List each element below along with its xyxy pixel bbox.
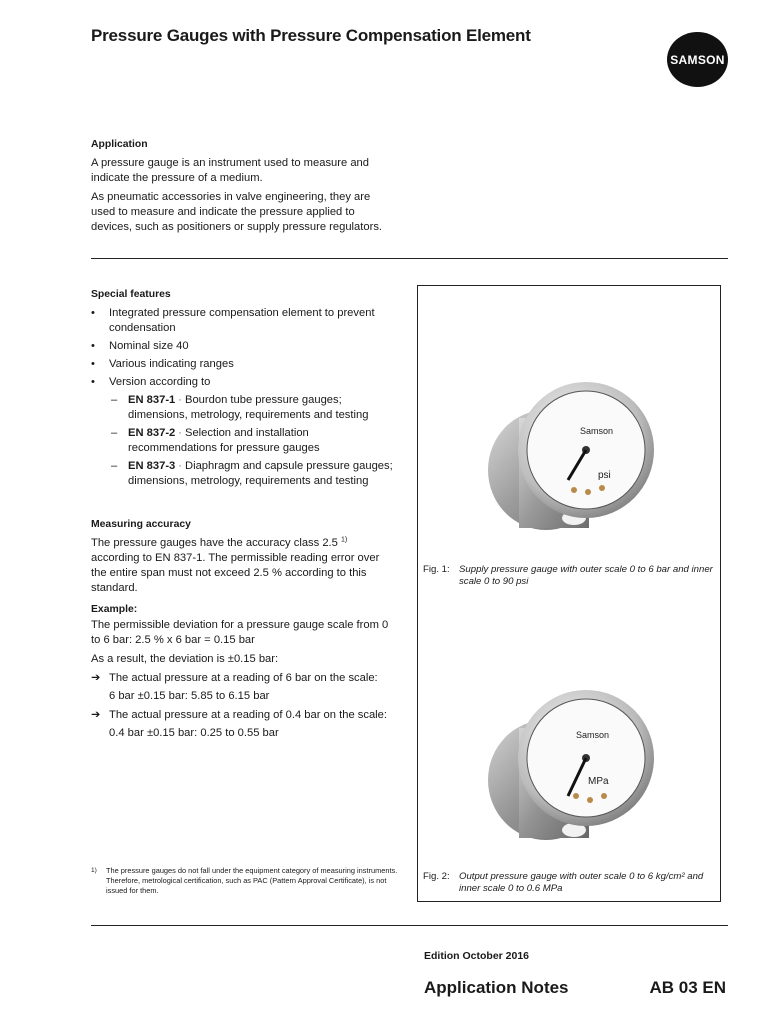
example-value-1: 6 bar ±0.15 bar: 5.85 to 6.15 bar	[109, 690, 270, 702]
features-heading: Special features	[91, 289, 171, 300]
arrow-icon: ➔	[91, 709, 101, 721]
page-title: Pressure Gauges with Pressure Compensation Element	[91, 26, 531, 45]
pressure-gauge-image	[484, 378, 659, 543]
figure-box	[417, 285, 721, 902]
example-text: The permissible deviation for a pressure gauge scale from 0 to 6 bar: 2.5 % x 6 bar = 0.15 bar	[91, 619, 389, 646]
application-heading: Application	[91, 139, 148, 150]
list-item: • Nominal size 40	[91, 339, 396, 354]
application-para-2: As pneumatic accessories in valve engineering, they are used to measure and indicate the pressure applied to devices, such as positioners or supply pressure regulators.	[91, 191, 383, 233]
pressure-gauge-image	[484, 688, 659, 853]
standard-item: – EN 837-1 · Bourdon tube pressure gauges; dimensions, metrology, requirements and testing	[109, 393, 396, 423]
accuracy-section	[91, 517, 396, 745]
edition-label: Edition October 2016	[424, 950, 530, 962]
accuracy-heading: Measuring accuracy	[91, 519, 191, 530]
samson-logo: SAMSON	[667, 32, 728, 87]
document-series: Application Notes	[424, 978, 569, 997]
accuracy-para: The pressure gauges have the accuracy class 2.5 $^{1)}$ according to EN 837-1. The permissible reading error over the entire span must not exceed 2.5 % according to this standard.	[91, 536, 380, 594]
list-item	[91, 375, 396, 489]
example-item-2: ➔ The actual pressure at a reading of 0.4 bar on the scale:	[91, 709, 387, 721]
gauge-unit-label: MPa	[588, 776, 609, 787]
example-value-2: 0.4 bar ±0.15 bar: 0.25 to 0.55 bar	[109, 727, 279, 739]
section-divider	[91, 258, 728, 259]
application-para-1: A pressure gauge is an instrument used to measure and indicate the pressure of a medium.	[91, 157, 369, 184]
gauge-brand-label: Samson	[580, 426, 614, 436]
standard-item: – EN 837-2 · Selection and installation recommendations for pressure gauges	[109, 426, 396, 456]
footnote-mark: 1)	[91, 867, 97, 874]
list-item: • Various indicating ranges	[91, 357, 396, 372]
list-item: • Integrated pressure compensation element to prevent condensation	[91, 306, 396, 336]
gauge-brand-label: Samson	[576, 730, 610, 740]
figure-2-caption: Fig. 2: Output pressure gauge with outer scale 0 to 6 kg/cm² and inner scale 0 to 0.6 MPa	[423, 871, 704, 894]
footnote	[91, 866, 406, 896]
list-item-label: Version according to	[109, 376, 211, 388]
figure-1-caption: Fig. 1: Supply pressure gauge with outer scale 0 to 6 bar and inner scale 0 to 90 psi	[423, 564, 713, 587]
footer-divider	[91, 925, 728, 926]
document-number: AB 03 EN	[649, 978, 726, 997]
footnote-text: The pressure gauges do not fall under the equipment category of measuring instruments. Therefore, metrological certification, such as PAC (Pattern Approval Certificate), is not issued for them.	[106, 866, 398, 895]
footnote-ref: 1)	[341, 536, 348, 544]
standards-list	[109, 393, 396, 489]
standard-item: – EN 837-3 · Diaphragm and capsule pressure gauges; dimensions, metrology, requirements and testing	[109, 459, 396, 489]
gauge-unit-label: psi	[598, 470, 611, 481]
example-item-1: ➔ The actual pressure at a reading of 6 bar on the scale:	[91, 672, 378, 684]
result-text: As a result, the deviation is ±0.15 bar:	[91, 653, 279, 665]
features-section	[91, 287, 396, 492]
application-section	[91, 137, 396, 239]
features-list	[91, 306, 396, 489]
arrow-icon: ➔	[91, 672, 101, 684]
example-heading: Example:	[91, 604, 138, 615]
